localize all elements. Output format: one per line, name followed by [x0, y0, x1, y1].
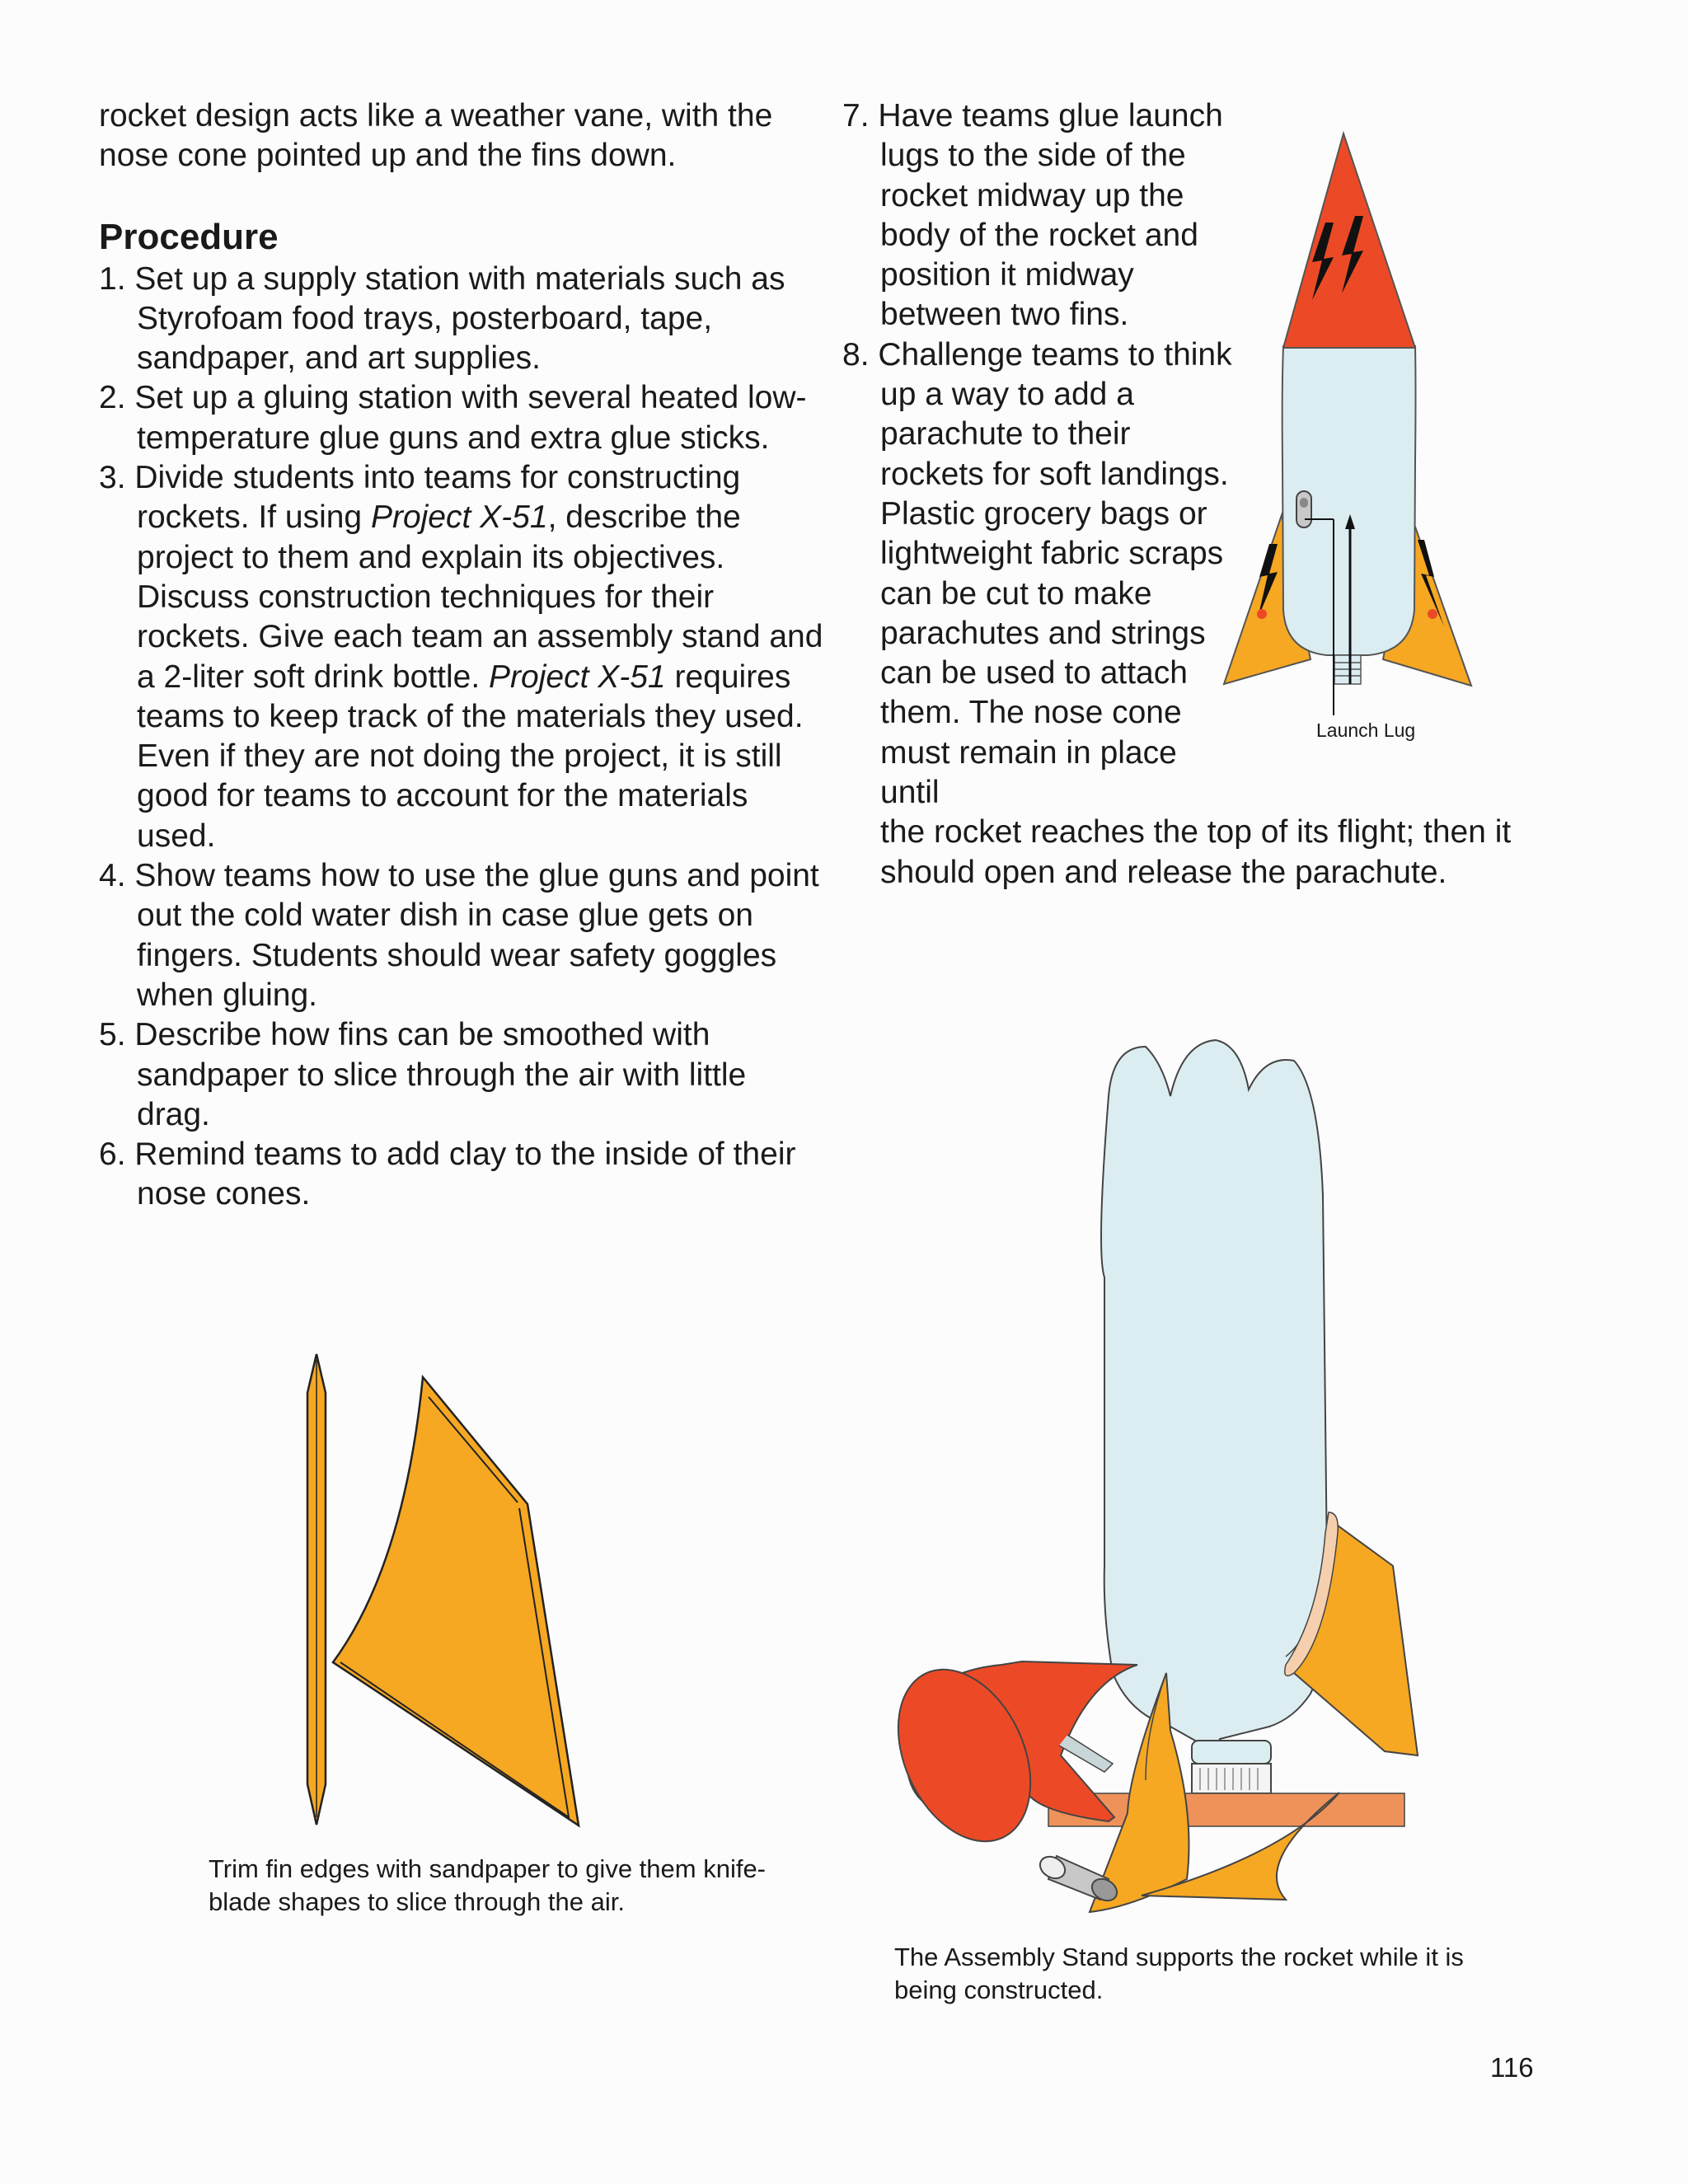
fin-upper-right	[1294, 1519, 1418, 1755]
list-item: 6. Remind teams to add clay to the inside of their nose cones.	[99, 1137, 796, 1212]
procedure-list	[99, 260, 824, 1215]
left-column	[99, 96, 824, 1215]
bottle-cap	[1192, 1764, 1271, 1793]
stand-base	[1048, 1793, 1404, 1826]
launch-lug-label: Launch Lug	[1316, 719, 1416, 741]
list-item: 7. Have teams glue launch lugs to the side of the rocket midway up the body of the rocket and position it midway between two fins.	[842, 98, 1223, 333]
fin-front-left	[1090, 1673, 1189, 1912]
list-item: 8. Challenge teams to think up a way to add a parachute to their rockets for soft landings. Plastic grocery bags or lightweight fabric scraps can be cut to make parachutes and strings can be used to attach them. The nose cone must remain in place until	[842, 336, 1232, 811]
list-item: 2. Set up a gluing station with several heated low-temperature glue guns and extra glue sticks.	[99, 380, 807, 456]
list-item: 5. Describe how fins can be smoothed with sandpaper to slice through the air with little drag.	[99, 1017, 747, 1132]
sanding-stick	[307, 1354, 326, 1825]
launch-lug-tube	[1036, 1853, 1121, 1905]
right-column	[842, 96, 1568, 893]
bottle-neck	[1192, 1741, 1271, 1764]
glue-strip	[1285, 1512, 1339, 1675]
page-number: 116	[1490, 2052, 1534, 2083]
stand-caption: The Assembly Stand supports the rocket while it is being constructed.	[894, 1943, 1464, 2004]
intro-paragraph: rocket design acts like a weather vane, with the nose cone pointed up and the fins down.	[99, 98, 773, 174]
bottle	[1101, 1040, 1327, 1764]
procedure-heading: Procedure	[99, 216, 279, 257]
step8-continuation: the rocket reaches the top of its flight; then it should open and release the parachute.	[880, 814, 1512, 890]
list-item: 3. Divide students into teams for constructing rockets. If using Project X-51, describe the project to them and explain its objectives. Discuss construction techniques for their rockets. Give each team an assembly stand and a 2-liter soft drink bottle. Project X-51 requires teams to keep track of the materials they used. Even if they are not doing the project, it is still good for teams to account for the materials used.	[99, 460, 823, 854]
nose-cone	[906, 1661, 1137, 1821]
trimmed-fin	[333, 1377, 579, 1825]
list-item: 4. Show teams how to use the glue guns and point out the cold water dish in case glue gets on fingers. Students should wear safety goggles when gluing.	[99, 858, 819, 1013]
fin-bottom-right	[1142, 1793, 1339, 1900]
procedure-list-continued	[842, 96, 1568, 813]
list-item: 1. Set up a supply station with materials such as Styrofoam food trays, posterboard, tape, sandpaper, and art supplies.	[99, 260, 785, 377]
fin-caption: Trim fin edges with sandpaper to give them knife-blade shapes to slice through the air.	[209, 1854, 767, 1916]
